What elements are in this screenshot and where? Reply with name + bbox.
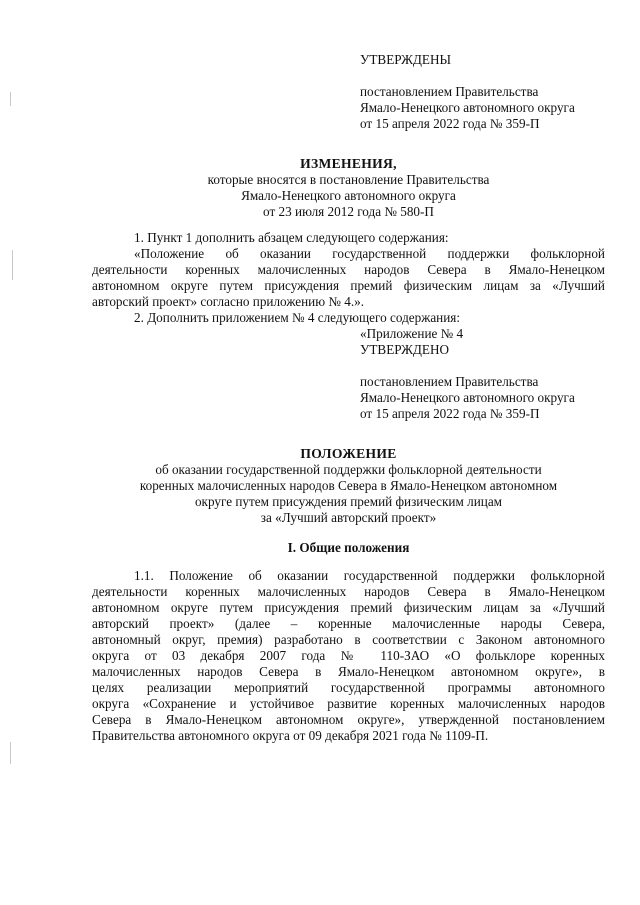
approval-line: от 15 апреля 2022 года № 359-П (360, 116, 540, 131)
scan-artifact (10, 92, 11, 106)
regulation-subtitle-line: об оказании государственной поддержки фольклорной деятельности (155, 462, 542, 477)
appendix-line: Ямало-Ненецкого автономного округа (360, 390, 575, 405)
regulation-subtitle-line: за «Лучший авторский проект» (260, 510, 437, 525)
section1-paragraph-line: автономный округ, премия) разработано в соответствии с Законом автономного (92, 632, 605, 647)
section1-paragraph-line: Правительства автономного округа от 09 декабря 2021 года № 1109-П. (92, 728, 489, 743)
changes-subtitle-line: которые вносятся в постановление Правительства (207, 172, 490, 187)
regulation-subtitle-line: коренных малочисленных народов Севера в Ямало-Ненецком автономном (139, 478, 558, 493)
section1-paragraph-line: целях реализации мероприятий государственной программы автономного (92, 680, 605, 695)
approval-heading: УТВЕРЖДЕНЫ (360, 52, 452, 67)
changes-subtitle-line: от 23 июля 2012 года № 580-П (263, 204, 434, 219)
item1-quote-line: деятельности коренных малочисленных народов Севера в Ямало-Ненецком (92, 262, 605, 277)
approval-line: Ямало-Ненецкого автономного округа (360, 100, 575, 115)
section1-paragraph-line: деятельности коренных малочисленных народов Севера в Ямало-Ненецком (92, 584, 605, 599)
approval-line: постановлением Правительства (360, 84, 539, 99)
section1-paragraph-line: автономном округе путем присуждения премий физическим лицам за «Лучший (92, 600, 605, 615)
item1-intro: 1. Пункт 1 дополнить абзацем следующего содержания: (134, 230, 449, 245)
section1-paragraph-line: малочисленных народов Севера в Ямало-Ненецком автономном округе», в (92, 664, 605, 679)
appendix-approved: УТВЕРЖДЕНО (360, 342, 450, 357)
section1-heading: I. Общие положения (287, 540, 410, 555)
item2-intro: 2. Дополнить приложением № 4 следующего содержания: (134, 310, 461, 325)
item1-quote-line: «Положение об оказании государственной поддержки фольклорной (134, 246, 605, 261)
appendix-line: от 15 апреля 2022 года № 359-П (360, 406, 540, 421)
item1-quote-line: автономном округе путем присуждения премий физическим лицам за «Лучший (92, 278, 605, 293)
section1-paragraph-line: округа «Сохранение и устойчивое развитие коренных малочисленных народов (92, 696, 605, 711)
item1-quote-line: авторский проект» согласно приложению № 4.». (92, 294, 365, 309)
section1-paragraph-line: 1.1. Положение об оказании государственной поддержки фольклорной (134, 568, 605, 583)
changes-subtitle-line: Ямало-Ненецкого автономного округа (241, 188, 456, 203)
scan-artifact (12, 250, 13, 280)
section1-paragraph-line: округа от 03 декабря 2007 года № 110-ЗАО «О фольклоре коренных (92, 648, 605, 663)
section1-paragraph-line: Севера в Ямало-Ненецком автономном округе», утвержденной постановлением (92, 712, 605, 727)
section1-paragraph-line: авторский проект» (далее – коренные малочисленные народы Севера, (92, 616, 605, 631)
changes-heading: ИЗМЕНЕНИЯ, (300, 156, 397, 171)
regulation-subtitle-line: округе путем присуждения премий физическим лицам (194, 494, 503, 509)
appendix-line: «Приложение № 4 (360, 326, 464, 341)
regulation-heading: ПОЛОЖЕНИЕ (300, 446, 397, 461)
scan-artifact (10, 742, 11, 764)
appendix-line: постановлением Правительства (360, 374, 539, 389)
